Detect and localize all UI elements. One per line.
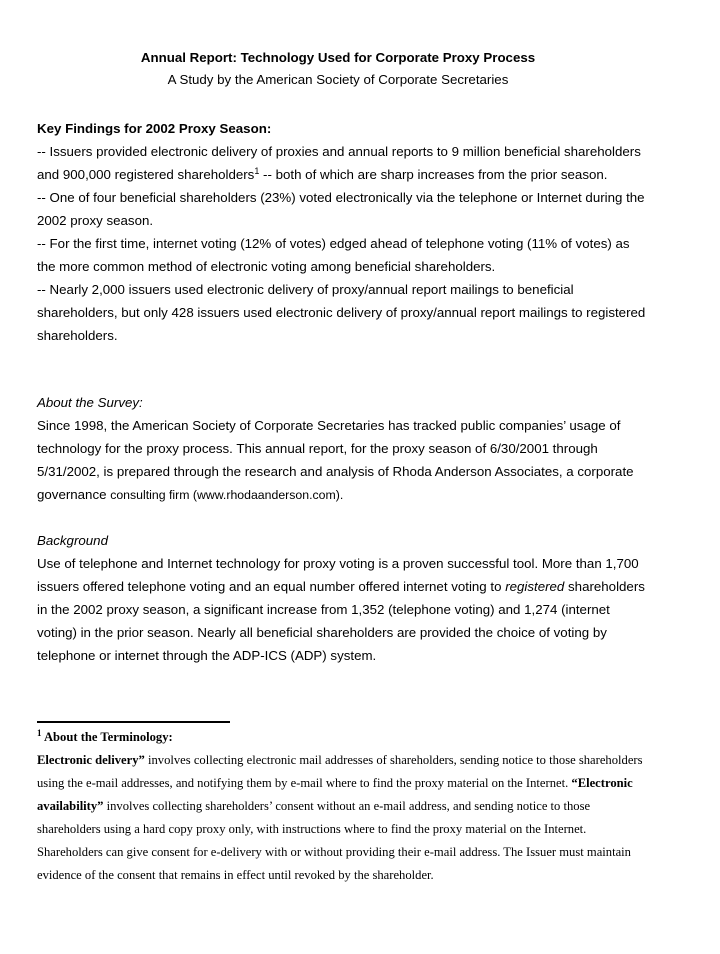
background-text-a: Use of telephone and Internet technology for proxy voting is a proven successful tool. More than 1,700 issuers offered telephone voting and an equal number offered internet voting to	[37, 556, 639, 594]
finding-4: -- Nearly 2,000 issuers used electronic delivery of proxy/annual report mailings to beneficial shareholders, but only 428 issuers used electronic delivery of proxy/annual report mailings to registered shareholders.	[37, 282, 646, 343]
footnote-section	[37, 726, 647, 887]
background-text-b: shareholders in the 2002 proxy season, a significant increase from 1,352 (telephone voting) and 1,274 (internet voting) in the prior season. Nearly all beneficial shareholders are provided the choice of voting by telephone or internet through the ADP-ICS (ADP) system.	[37, 579, 645, 663]
about-survey-section	[37, 391, 647, 507]
background-section	[37, 529, 647, 667]
footnote-number: 1	[37, 728, 42, 738]
finding-1-text-b: -- both of which are sharp increases from the prior season.	[259, 167, 608, 182]
key-findings-section	[37, 117, 647, 347]
finding-3: -- For the first time, internet voting (12% of votes) edged ahead of telephone voting (11% of votes) as the more common method of electronic voting among beneficial shareholders.	[37, 236, 630, 274]
footnote-text-1: involves collecting electronic mail addresses of shareholders, sending notice to those shareholders using the e-mail addresses, and notifying them by e-mail where to find the proxy material on the Internet.	[37, 753, 643, 790]
finding-1	[37, 140, 647, 186]
finding-1-text-a: -- Issuers provided electronic delivery of proxies and annual reports to 9 million beneficial shareholders and 900,000 registered shareholders	[37, 144, 641, 182]
about-survey-text-b: consulting firm (www.rhodaanderson.com).	[110, 488, 344, 502]
report-subtitle: A Study by the American Society of Corporate Secretaries	[167, 72, 509, 87]
term-electronic-delivery: Electronic delivery”	[37, 753, 145, 767]
background-text-italic: registered	[505, 579, 565, 594]
footnote-ref: 1	[254, 166, 260, 176]
about-survey-heading: About the Survey:	[37, 395, 143, 410]
about-survey-text-a: Since 1998, the American Society of Corporate Secretaries has tracked public companies’ usage of technology for the proxy process. This annual report, for the proxy season of 6/30/2001 through 5/31/2002, is prepared through the research and analysis of Rhoda Anderson Associates, a corporate governance	[37, 418, 634, 502]
report-title: Annual Report: Technology Used for Corporate Proxy Process	[140, 50, 536, 65]
key-findings-heading: Key Findings for 2002 Proxy Season:	[37, 121, 272, 136]
background-text	[37, 552, 647, 667]
about-survey-text	[37, 414, 647, 507]
footnote-divider	[37, 721, 230, 723]
finding-2: -- One of four beneficial shareholders (23%) voted electronically via the telephone or Internet during the 2002 proxy season.	[37, 190, 645, 228]
footnote-heading-text: About the Terminology:	[41, 730, 173, 744]
footnote-text-2: involves collecting shareholders’ consent without an e-mail address, and sending notice to those shareholders using a hard copy proxy only, with instructions where to find the proxy material on the Internet. Shareholders can give consent for e-delivery with or without providing their e-mail address. The Issuer must maintain evidence of the consent that remains in effect until revoked by the shareholder.	[37, 799, 631, 882]
footnote-heading	[37, 726, 647, 749]
background-heading: Background	[37, 533, 108, 548]
footnote-text	[37, 749, 647, 887]
term-electronic-availability: “Electronic availability”	[37, 776, 633, 813]
